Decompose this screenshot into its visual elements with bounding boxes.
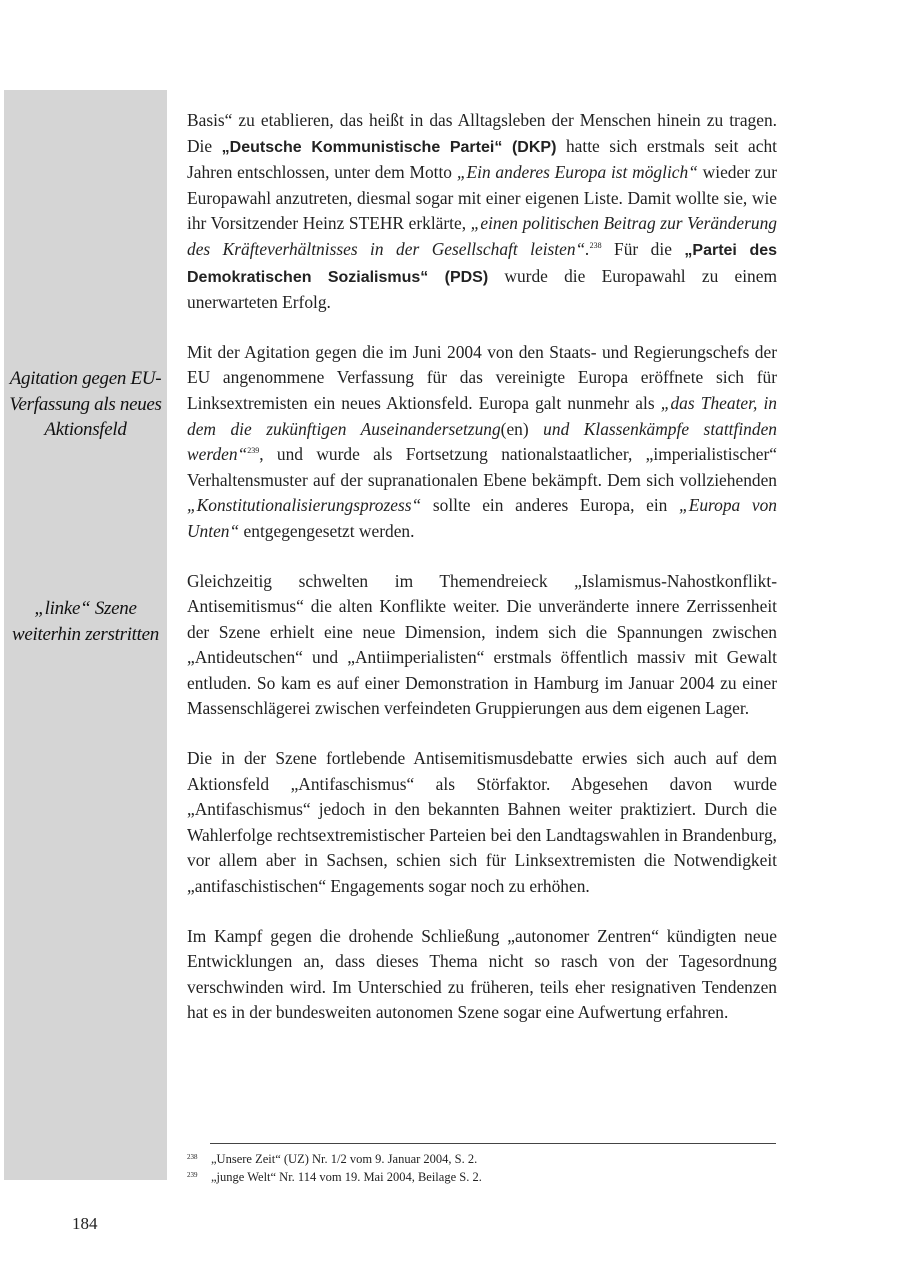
paragraph-5: Im Kampf gegen die drohende Schließung „autonomer Zentren“ kündigten neue Entwicklungen an, dass dieses Thema nicht so rasch von der Tagesordnung verschwinden wird. Im Unterschied zu früheren, teils eher resignativen Tendenzen hat es in der bundesweiten autonomen Szene sogar eine Aufwertung erfahren. — [187, 925, 777, 1023]
paragraph-4: Die in der Szene fortlebende Antisemitismusdebatte erwies sich auch auf dem Aktionsfeld „Antifaschismus“ als Störfaktor. Abgesehen davon wurde „Antifaschismus“ jedoch in den bekannten Bahnen weiter praktiziert. Durch die Wahlerfolge rechtsextremistischer Parteien bei den Landtagswahlen in Brandenburg, vor allem aber in Sachsen, schien sich für Linksextremisten die Notwendigkeit „antifaschistischen“ Engagements sogar noch zu erhöhen. — [187, 748, 777, 897]
side-note-eu-constitution: Agitation gegen EU-Verfassung als neues Aktionsfeld — [9, 368, 162, 440]
paragraph-2: Mit der Agitation gegen die im Juni 2004 von den Staats- und Regierungschefs der EU angenommene Verfassung für das vereinigte Europa eröffnete sich für Linksextremisten ein neues Aktionsfeld. Europa galt nunmehr als „das Theater, in dem die zukünftigen Auseinandersetzung(en) und Klassenkämpfe stattfinden werden“$^{239}$, und wurde als Fortsetzung nationalstaatlicher, „imperialistischer“ Verhaltensmuster auf der supranationalen Ebene bekämpft. Dem sich vollziehenden „Konstitutionalisierungsprozess“ sollte ein anderes Europa, ein „Europa von Unten“ entgegengesetzt werden. — [187, 341, 778, 541]
paragraph-3: Gleichzeitig schwelten im Themendreieck „Islamismus-Nahostkonflikt-Antisemitismus“ die alten Konflikte weiter. Die unveränderte innere Zerrissenheit der Szene erhielt eine neue Dimension, indem sich die Spannungen zwischen „Antideutschen“ und „Antiimperialisten“ erstmals öffentlich massiv mit Gewalt entluden. So kam es auf einer Demonstration in Hamburg im Januar 2004 zu einer Massenschlägerei zwischen verfeindeten Gruppierungen aus dem eigenen Lager. — [187, 570, 777, 719]
paragraph-1: Basis“ zu etablieren, das heißt in das Alltagsleben der Menschen hinein zu tragen. Die „Deutsche Kommunistische Partei“ (DKP) hatte sich erstmals seit acht Jahren entschlossen, unter dem Motto „Ein anderes Europa ist möglich“ wieder zur Europawahl anzutreten, diesmal sogar mit einer eigenen Liste. Damit wollte sie, wie ihr Vorsitzender Heinz STEHR erklärte, „einen politischen Beitrag zur Veränderung des Kräfteverhältnisses in der Gesellschaft leisten“.$^{238}$ Für die „Partei des Demokratischen Sozialismus“ (PDS) wurde die Europawahl zu einem unerwarteten Erfolg. — [187, 110, 778, 313]
footnote-divider — [210, 1143, 776, 1144]
side-note-left-scene: „linke“ Szene weiterhin zerstritten — [12, 598, 159, 645]
footnote-ref-239: 239 — [247, 446, 260, 456]
footnote: 239 „junge Welt“ Nr. 114 vom 19. Mai 2004, Beilage S. 2. — [187, 1170, 482, 1184]
main-text — [187, 108, 777, 1050]
footnote-ref-238: 238 — [589, 240, 602, 250]
page-number: 184 — [72, 1214, 98, 1233]
footnote: 238 „Unsere Zeit“ (UZ) Nr. 1/2 vom 9. Januar 2004, S. 2. — [187, 1152, 478, 1166]
footnotes — [187, 1150, 777, 1186]
